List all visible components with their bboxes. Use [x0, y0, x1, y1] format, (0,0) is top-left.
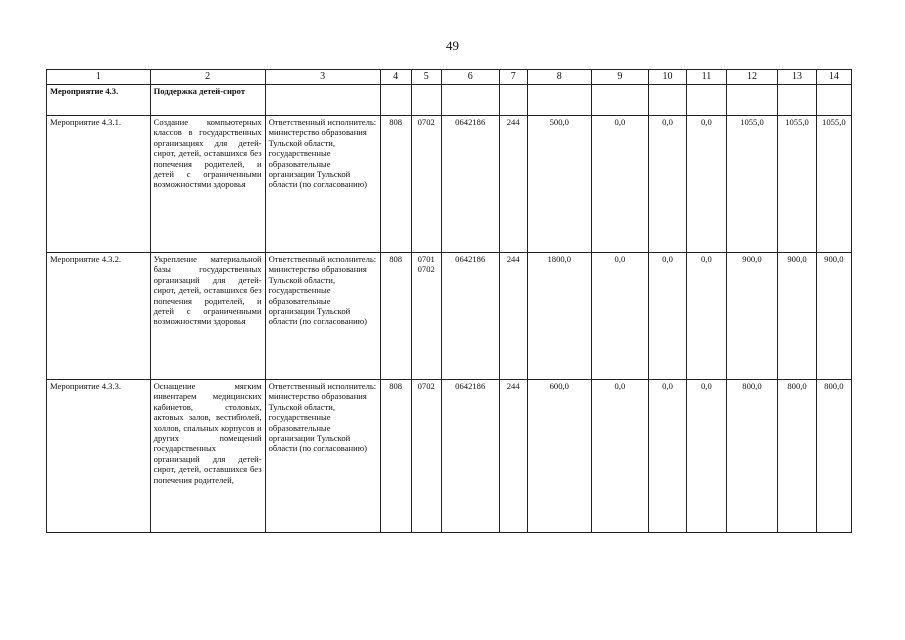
section-row	[47, 85, 852, 116]
section-name: Поддержка детей-сирот	[150, 85, 265, 116]
cell-col7: 244	[499, 380, 527, 533]
page-number: 49	[446, 38, 459, 53]
cell-col4: 808	[380, 253, 411, 380]
column-header: 11	[687, 70, 726, 85]
table-row	[47, 253, 852, 380]
cell-col8: 1800,0	[527, 253, 591, 380]
section-code-value: 0701	[417, 254, 435, 264]
cell-col6: 0642186	[441, 380, 499, 533]
table-row	[47, 116, 852, 253]
cell-col12: 800,0	[726, 380, 778, 533]
column-header: 4	[380, 70, 411, 85]
section-code-value: 0702	[417, 264, 435, 275]
cell-col7: 244	[499, 116, 527, 253]
cell-col8: 600,0	[527, 380, 591, 533]
column-header: 5	[411, 70, 441, 85]
column-header: 8	[527, 70, 591, 85]
cell-col14: 1055,0	[816, 116, 851, 253]
cell-col10: 0,0	[648, 116, 686, 253]
column-header: 2	[150, 70, 265, 85]
measure-code: Мероприятие 4.3.2.	[47, 253, 151, 380]
measure-name: Создание компьютерных классов в государственных организациях для детей-сирот, детей, оставшихся без попечения родителей, и детей с ограниченными возможностями здоровья	[150, 116, 265, 253]
cell-col10: 0,0	[648, 380, 686, 533]
cell-col9: 0,0	[591, 116, 648, 253]
column-header: 14	[816, 70, 851, 85]
column-header: 12	[726, 70, 778, 85]
cell-col8: 500,0	[527, 116, 591, 253]
measure-code: Мероприятие 4.3.3.	[47, 380, 151, 533]
column-header: 10	[648, 70, 686, 85]
cell-col11: 0,0	[687, 380, 726, 533]
column-header: 6	[441, 70, 499, 85]
measure-code: Мероприятие 4.3.1.	[47, 116, 151, 253]
cell-col4: 808	[380, 116, 411, 253]
measure-executor: Ответственный исполнитель: министерство образования Тульской области, государственные образовательные организации Тульской области (по согласованию)	[265, 380, 380, 533]
cell-col11: 0,0	[687, 253, 726, 380]
cell-col6: 0642186	[441, 116, 499, 253]
cell-col11: 0,0	[687, 116, 726, 253]
cell-col5	[411, 380, 441, 533]
measure-executor: Ответственный исполнитель: министерство образования Тульской области, государственные образовательные организации Тульской области (по согласованию)	[265, 116, 380, 253]
cell-col4: 808	[380, 380, 411, 533]
cell-col13: 800,0	[778, 380, 816, 533]
cell-col9: 0,0	[591, 253, 648, 380]
cell-col14: 900,0	[816, 253, 851, 380]
column-header: 9	[591, 70, 648, 85]
column-header: 3	[265, 70, 380, 85]
section-code-value: 0702	[417, 117, 435, 127]
cell-col6: 0642186	[441, 253, 499, 380]
column-header: 13	[778, 70, 816, 85]
cell-col5	[411, 116, 441, 253]
cell-col12: 1055,0	[726, 116, 778, 253]
cell-col9: 0,0	[591, 380, 648, 533]
cell-col13: 1055,0	[778, 116, 816, 253]
cell-col7: 244	[499, 253, 527, 380]
column-header: 7	[499, 70, 527, 85]
cell-col13: 900,0	[778, 253, 816, 380]
program-table	[46, 69, 852, 533]
section-code-value: 0702	[417, 381, 435, 391]
measure-name: Оснащение мягким инвентарем медицинских кабинетов, столовых, актовых залов, вестибюлей, холлов, спальных корпусов и других помещений государственных организаций для детей-сирот, детей, оставшихся без попечения родителей,	[150, 380, 265, 533]
measure-name: Укрепление материальной базы государственных организаций для детей-сирот, детей, оставшихся без попечения родителей, и детей с ограниченными возможностями здоровья	[150, 253, 265, 380]
cell-col10: 0,0	[648, 253, 686, 380]
cell-col12: 900,0	[726, 253, 778, 380]
table-row	[47, 380, 852, 533]
measure-executor: Ответственный исполнитель: министерство образования Тульской области, государственные образовательные организации Тульской области (по согласованию)	[265, 253, 380, 380]
cell-col14: 800,0	[816, 380, 851, 533]
column-number-row	[47, 70, 852, 85]
column-header: 1	[47, 70, 151, 85]
cell-col5	[411, 253, 441, 380]
section-code: Мероприятие 4.3.	[47, 85, 151, 116]
